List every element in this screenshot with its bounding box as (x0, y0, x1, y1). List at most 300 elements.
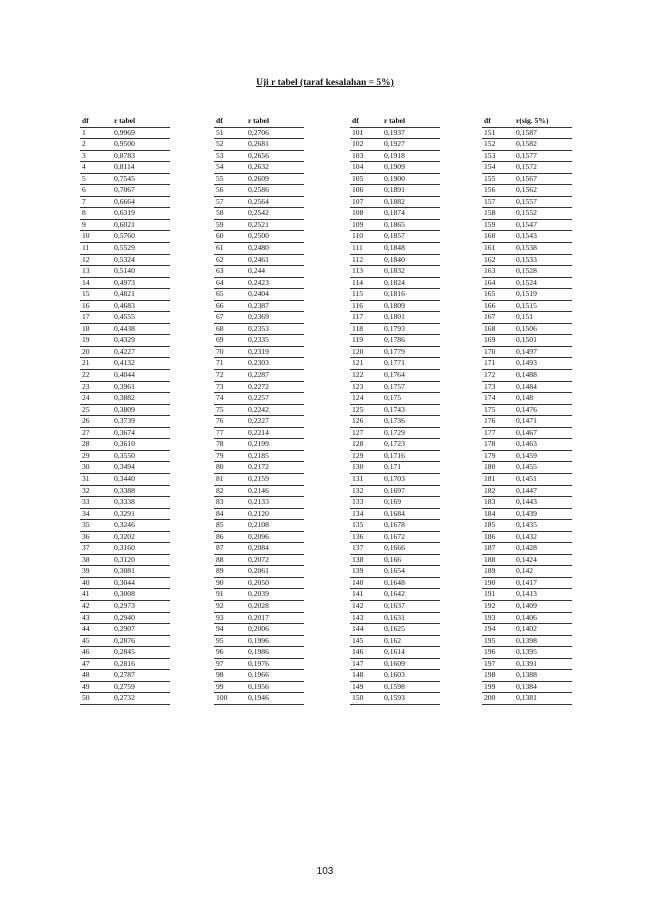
table-row (350, 266, 440, 278)
r-value-cell: 0,1609 (384, 658, 405, 668)
df-cell: 140 (352, 577, 364, 587)
df-cell: 152 (484, 139, 496, 149)
r-value-cell: 0,2656 (248, 150, 269, 160)
table-row (214, 196, 304, 208)
r-value-cell: 0,2257 (248, 393, 269, 403)
table-row (482, 531, 572, 543)
r-value-cell: 0,2845 (114, 647, 135, 657)
r-value-cell: 0,3739 (114, 416, 135, 426)
page-number: 103 (316, 866, 334, 877)
table-row (214, 323, 304, 335)
table-row (350, 485, 440, 497)
r-value-cell: 0,2242 (248, 404, 269, 414)
table-row (482, 647, 572, 659)
df-cell: 91 (216, 589, 224, 599)
r-value-cell: 0,1455 (516, 462, 537, 472)
r-value-cell: 0,6021 (114, 219, 135, 229)
table-row (350, 231, 440, 243)
table-row (80, 219, 170, 231)
df-cell: 133 (352, 497, 364, 507)
df-cell: 136 (352, 531, 364, 541)
r-value-cell: 0,4227 (114, 346, 135, 356)
r-value-cell: 0,4329 (114, 335, 135, 345)
r-value-cell: 0,1986 (248, 647, 269, 657)
r-value-cell: 0,2940 (114, 612, 135, 622)
r-value-cell: 0,1703 (384, 473, 405, 483)
r-value-cell: 0,3610 (114, 439, 135, 449)
df-cell: 84 (216, 508, 224, 518)
df-cell: 64 (216, 277, 224, 287)
r-value-cell: 0,1697 (384, 485, 405, 495)
table-row (80, 543, 170, 555)
df-cell: 53 (216, 150, 224, 160)
r-value-cell: 0,2335 (248, 335, 269, 345)
df-cell: 179 (484, 450, 496, 460)
df-cell: 132 (352, 485, 364, 495)
table-row (214, 139, 304, 151)
r-value-cell: 0,3044 (114, 577, 135, 587)
r-value-cell: 0,2609 (248, 173, 269, 183)
df-cell: 83 (216, 497, 224, 507)
r-value-cell: 0,2199 (248, 439, 269, 449)
table-row (482, 254, 572, 266)
table-row (214, 647, 304, 659)
table-row (482, 162, 572, 174)
r-value-cell: 0,3246 (114, 520, 135, 530)
df-cell: 142 (352, 600, 364, 610)
df-cell: 110 (352, 231, 364, 241)
table-row (482, 670, 572, 682)
df-cell: 89 (216, 566, 224, 576)
df-cell: 114 (352, 277, 364, 287)
table-row (350, 185, 440, 197)
table-row (482, 243, 572, 255)
df-cell: 9 (82, 219, 86, 229)
table-row (214, 531, 304, 543)
r-value-cell: 0,1801 (384, 312, 405, 322)
r-value-cell: 0,1946 (248, 693, 269, 703)
df-cell: 101 (352, 127, 364, 137)
r-value-cell: 0,1402 (516, 624, 537, 634)
table-row (80, 393, 170, 405)
table-row (214, 693, 304, 705)
df-cell: 79 (216, 450, 224, 460)
table-row (214, 254, 304, 266)
r-value-cell: 0,2050 (248, 577, 269, 587)
df-cell: 12 (82, 254, 90, 264)
r-value-cell: 0,8783 (114, 150, 135, 160)
df-cell: 49 (82, 681, 90, 691)
r-value-cell: 0,1918 (384, 150, 405, 160)
df-cell: 5 (82, 173, 86, 183)
df-cell: 166 (484, 300, 496, 310)
table-row (214, 658, 304, 670)
df-cell: 94 (216, 624, 224, 634)
table-row (214, 150, 304, 162)
r-value-cell: 0,1497 (516, 346, 537, 356)
r-value-cell: 0,3494 (114, 462, 135, 472)
r-value-cell: 0,1976 (248, 658, 269, 668)
df-cell: 161 (484, 243, 496, 253)
r-value-cell: 0,4973 (114, 277, 135, 287)
r-value-cell: 0,1909 (384, 162, 405, 172)
table-row (350, 554, 440, 566)
r-value-cell: 0,4438 (114, 323, 135, 333)
table-row (482, 231, 572, 243)
r-value-cell: 0,7545 (114, 173, 135, 183)
r-value-cell: 0,1809 (384, 300, 405, 310)
df-cell: 117 (352, 312, 364, 322)
table-row (482, 404, 572, 416)
r-value-cell: 0,2369 (248, 312, 269, 322)
table-row (214, 508, 304, 520)
r-value-cell: 0,1684 (384, 508, 405, 518)
r-value-cell: 0,1484 (516, 381, 537, 391)
table-row (482, 346, 572, 358)
r-table-block (350, 116, 440, 705)
df-cell: 44 (82, 624, 90, 634)
table-row (80, 658, 170, 670)
table-row (350, 531, 440, 543)
table-row (350, 647, 440, 659)
table-row (482, 370, 572, 382)
df-cell: 178 (484, 439, 496, 449)
table-row (350, 450, 440, 462)
table-row (80, 416, 170, 428)
table-row (350, 520, 440, 532)
df-cell: 197 (484, 658, 496, 668)
df-cell: 122 (352, 370, 364, 380)
table-row (214, 219, 304, 231)
r-value-cell: 0,1547 (516, 219, 537, 229)
r-value-cell: 0,2272 (248, 381, 269, 391)
r-value-cell: 0,2185 (248, 450, 269, 460)
r-value-cell: 0,1562 (516, 185, 537, 195)
table-row (80, 173, 170, 185)
table-row (482, 127, 572, 139)
r-value-cell: 0,1723 (384, 439, 405, 449)
table-row (482, 335, 572, 347)
table-row (350, 543, 440, 555)
table-row (214, 520, 304, 532)
df-cell: 176 (484, 416, 496, 426)
table-row (482, 693, 572, 705)
table-row (80, 600, 170, 612)
r-value-cell: 0,1476 (516, 404, 537, 414)
r-value-cell: 0,4821 (114, 289, 135, 299)
r-header: r tabel (114, 116, 136, 125)
df-header: df (484, 116, 491, 125)
df-cell: 115 (352, 289, 364, 299)
df-cell: 111 (352, 243, 363, 253)
table-header-row (350, 116, 440, 127)
r-value-cell: 0,1528 (516, 266, 537, 276)
table-row (350, 196, 440, 208)
df-cell: 118 (352, 323, 364, 333)
table-row (80, 497, 170, 509)
df-cell: 137 (352, 543, 364, 553)
df-cell: 143 (352, 612, 364, 622)
r-value-cell: 0,1764 (384, 370, 405, 380)
table-row (350, 277, 440, 289)
table-row (214, 497, 304, 509)
table-row (350, 312, 440, 324)
table-row (80, 266, 170, 278)
r-value-cell: 0,2404 (248, 289, 269, 299)
df-cell: 57 (216, 196, 224, 206)
df-cell: 43 (82, 612, 90, 622)
r-value-cell: 0,151 (516, 312, 534, 322)
r-value-cell: 0,1406 (516, 612, 537, 622)
table-row (80, 508, 170, 520)
table-row (80, 635, 170, 647)
table-row (214, 439, 304, 451)
table-row (482, 612, 572, 624)
table-row (482, 208, 572, 220)
table-row (350, 370, 440, 382)
df-cell: 93 (216, 612, 224, 622)
table-row (214, 173, 304, 185)
table-row (80, 335, 170, 347)
df-cell: 60 (216, 231, 224, 241)
table-row (482, 473, 572, 485)
df-cell: 33 (82, 497, 90, 507)
r-value-cell: 0,1736 (384, 416, 405, 426)
r-value-cell: 0,2564 (248, 196, 269, 206)
df-cell: 61 (216, 243, 224, 253)
df-cell: 92 (216, 600, 224, 610)
df-cell: 98 (216, 670, 224, 680)
df-cell: 78 (216, 439, 224, 449)
df-cell: 6 (82, 185, 86, 195)
table-row (482, 219, 572, 231)
r-value-cell: 0,3674 (114, 427, 135, 437)
df-cell: 184 (484, 508, 496, 518)
df-cell: 4 (82, 162, 86, 172)
df-header: df (216, 116, 223, 125)
table-row (214, 416, 304, 428)
r-value-cell: 0,1672 (384, 531, 405, 541)
r-value-cell: 0,5529 (114, 243, 135, 253)
table-row (350, 462, 440, 474)
table-row (482, 635, 572, 647)
r-value-cell: 0,1966 (248, 670, 269, 680)
df-cell: 95 (216, 635, 224, 645)
r-table-block (214, 116, 304, 705)
table-row (482, 485, 572, 497)
r-value-cell: 0,171 (384, 462, 402, 472)
r-value-cell: 0,3120 (114, 554, 135, 564)
df-cell: 188 (484, 554, 496, 564)
r-value-cell: 0,2500 (248, 231, 269, 241)
df-cell: 37 (82, 543, 90, 553)
df-cell: 18 (82, 323, 90, 333)
r-value-cell: 0,2072 (248, 554, 269, 564)
r-value-cell: 0,1603 (384, 670, 405, 680)
r-value-cell: 0,5324 (114, 254, 135, 264)
r-value-cell: 0,2039 (248, 589, 269, 599)
df-cell: 135 (352, 520, 364, 530)
df-cell: 52 (216, 139, 224, 149)
df-cell: 25 (82, 404, 90, 414)
r-value-cell: 0,175 (384, 393, 402, 403)
table-row (214, 473, 304, 485)
table-row (214, 543, 304, 555)
r-value-cell: 0,166 (384, 554, 402, 564)
table-header-row (80, 116, 170, 127)
df-cell: 10 (82, 231, 90, 241)
table-row (80, 312, 170, 324)
table-row (214, 554, 304, 566)
df-cell: 1 (82, 127, 86, 137)
table-row (214, 393, 304, 405)
table-row (350, 439, 440, 451)
table-row (350, 404, 440, 416)
r-value-cell: 0,3202 (114, 531, 135, 541)
r-value-cell: 0,1543 (516, 231, 537, 241)
r-value-cell: 0,1631 (384, 612, 405, 622)
r-value-cell: 0,1413 (516, 589, 537, 599)
r-value-cell: 0,162 (384, 635, 402, 645)
df-cell: 3 (82, 150, 86, 160)
table-row (482, 624, 572, 636)
r-value-cell: 0,3291 (114, 508, 135, 518)
df-cell: 50 (82, 693, 90, 703)
df-cell: 59 (216, 219, 224, 229)
r-value-cell: 0,8114 (114, 162, 135, 172)
table-row (80, 231, 170, 243)
table-row (482, 358, 572, 370)
df-cell: 145 (352, 635, 364, 645)
table-row (482, 196, 572, 208)
r-value-cell: 0,2120 (248, 508, 269, 518)
df-cell: 13 (82, 266, 90, 276)
table-row (350, 473, 440, 485)
df-cell: 45 (82, 635, 90, 645)
df-cell: 158 (484, 208, 496, 218)
table-row (350, 600, 440, 612)
table-row (214, 266, 304, 278)
df-header: df (352, 116, 359, 125)
df-cell: 96 (216, 647, 224, 657)
df-header: df (82, 116, 89, 125)
r-value-cell: 0,2973 (114, 600, 135, 610)
r-value-cell: 0,9500 (114, 139, 135, 149)
r-value-cell: 0,1428 (516, 543, 537, 553)
df-cell: 108 (352, 208, 364, 218)
table-row (80, 185, 170, 197)
r-value-cell: 0,1614 (384, 647, 405, 657)
table-row (350, 346, 440, 358)
table-row (80, 473, 170, 485)
r-value-cell: 0,1956 (248, 681, 269, 691)
df-cell: 147 (352, 658, 364, 668)
r-value-cell: 0,2353 (248, 323, 269, 333)
table-row (214, 577, 304, 589)
r-value-cell: 0,9969 (114, 127, 135, 137)
r-value-cell: 0,1552 (516, 208, 537, 218)
r-value-cell: 0,1900 (384, 173, 405, 183)
df-cell: 62 (216, 254, 224, 264)
table-row (80, 681, 170, 693)
df-cell: 100 (216, 693, 228, 703)
table-row (350, 323, 440, 335)
table-row (80, 566, 170, 578)
table-row (482, 427, 572, 439)
df-cell: 23 (82, 381, 90, 391)
r-value-cell: 0,1832 (384, 266, 405, 276)
table-row (482, 554, 572, 566)
df-cell: 162 (484, 254, 496, 264)
r-value-cell: 0,1432 (516, 531, 537, 541)
r-value-cell: 0,1779 (384, 346, 405, 356)
r-value-cell: 0,2133 (248, 497, 269, 507)
r-value-cell: 0,1642 (384, 589, 405, 599)
table-row (350, 566, 440, 578)
r-value-cell: 0,142 (516, 566, 534, 576)
r-value-cell: 0,1678 (384, 520, 405, 530)
table-row (214, 566, 304, 578)
table-row (350, 508, 440, 520)
df-cell: 187 (484, 543, 496, 553)
r-value-cell: 0,1459 (516, 450, 537, 460)
r-value-cell: 0,1577 (516, 150, 537, 160)
r-header: r tabel (248, 116, 270, 125)
df-cell: 190 (484, 577, 496, 587)
table-row (80, 277, 170, 289)
table-row (482, 520, 572, 532)
r-value-cell: 0,2303 (248, 358, 269, 368)
r-value-cell: 0,148 (516, 393, 534, 403)
df-cell: 155 (484, 173, 496, 183)
table-row (214, 289, 304, 301)
r-value-cell: 0,3961 (114, 381, 135, 391)
table-row (80, 381, 170, 393)
r-value-cell: 0,1417 (516, 577, 537, 587)
table-row (482, 150, 572, 162)
df-cell: 71 (216, 358, 224, 368)
df-cell: 38 (82, 554, 90, 564)
table-row (214, 427, 304, 439)
df-cell: 99 (216, 681, 224, 691)
table-row (350, 416, 440, 428)
r-value-cell: 0,4132 (114, 358, 135, 368)
table-row (350, 173, 440, 185)
r-value-cell: 0,2172 (248, 462, 269, 472)
table-row (350, 208, 440, 220)
table-row (350, 162, 440, 174)
r-value-cell: 0,2521 (248, 219, 269, 229)
df-cell: 134 (352, 508, 364, 518)
df-cell: 76 (216, 416, 224, 426)
r-value-cell: 0,1654 (384, 566, 405, 576)
table-row (350, 693, 440, 705)
table-row (350, 624, 440, 636)
table-header-row (482, 116, 572, 127)
r-value-cell: 0,1793 (384, 323, 405, 333)
r-value-cell: 0,2480 (248, 243, 269, 253)
r-value-cell: 0,1447 (516, 485, 537, 495)
df-cell: 51 (216, 127, 224, 137)
table-row (350, 381, 440, 393)
table-row (214, 600, 304, 612)
df-cell: 22 (82, 370, 90, 380)
df-cell: 20 (82, 346, 90, 356)
df-cell: 116 (352, 300, 364, 310)
df-cell: 58 (216, 208, 224, 218)
table-row (80, 139, 170, 151)
r-value-cell: 0,1557 (516, 196, 537, 206)
